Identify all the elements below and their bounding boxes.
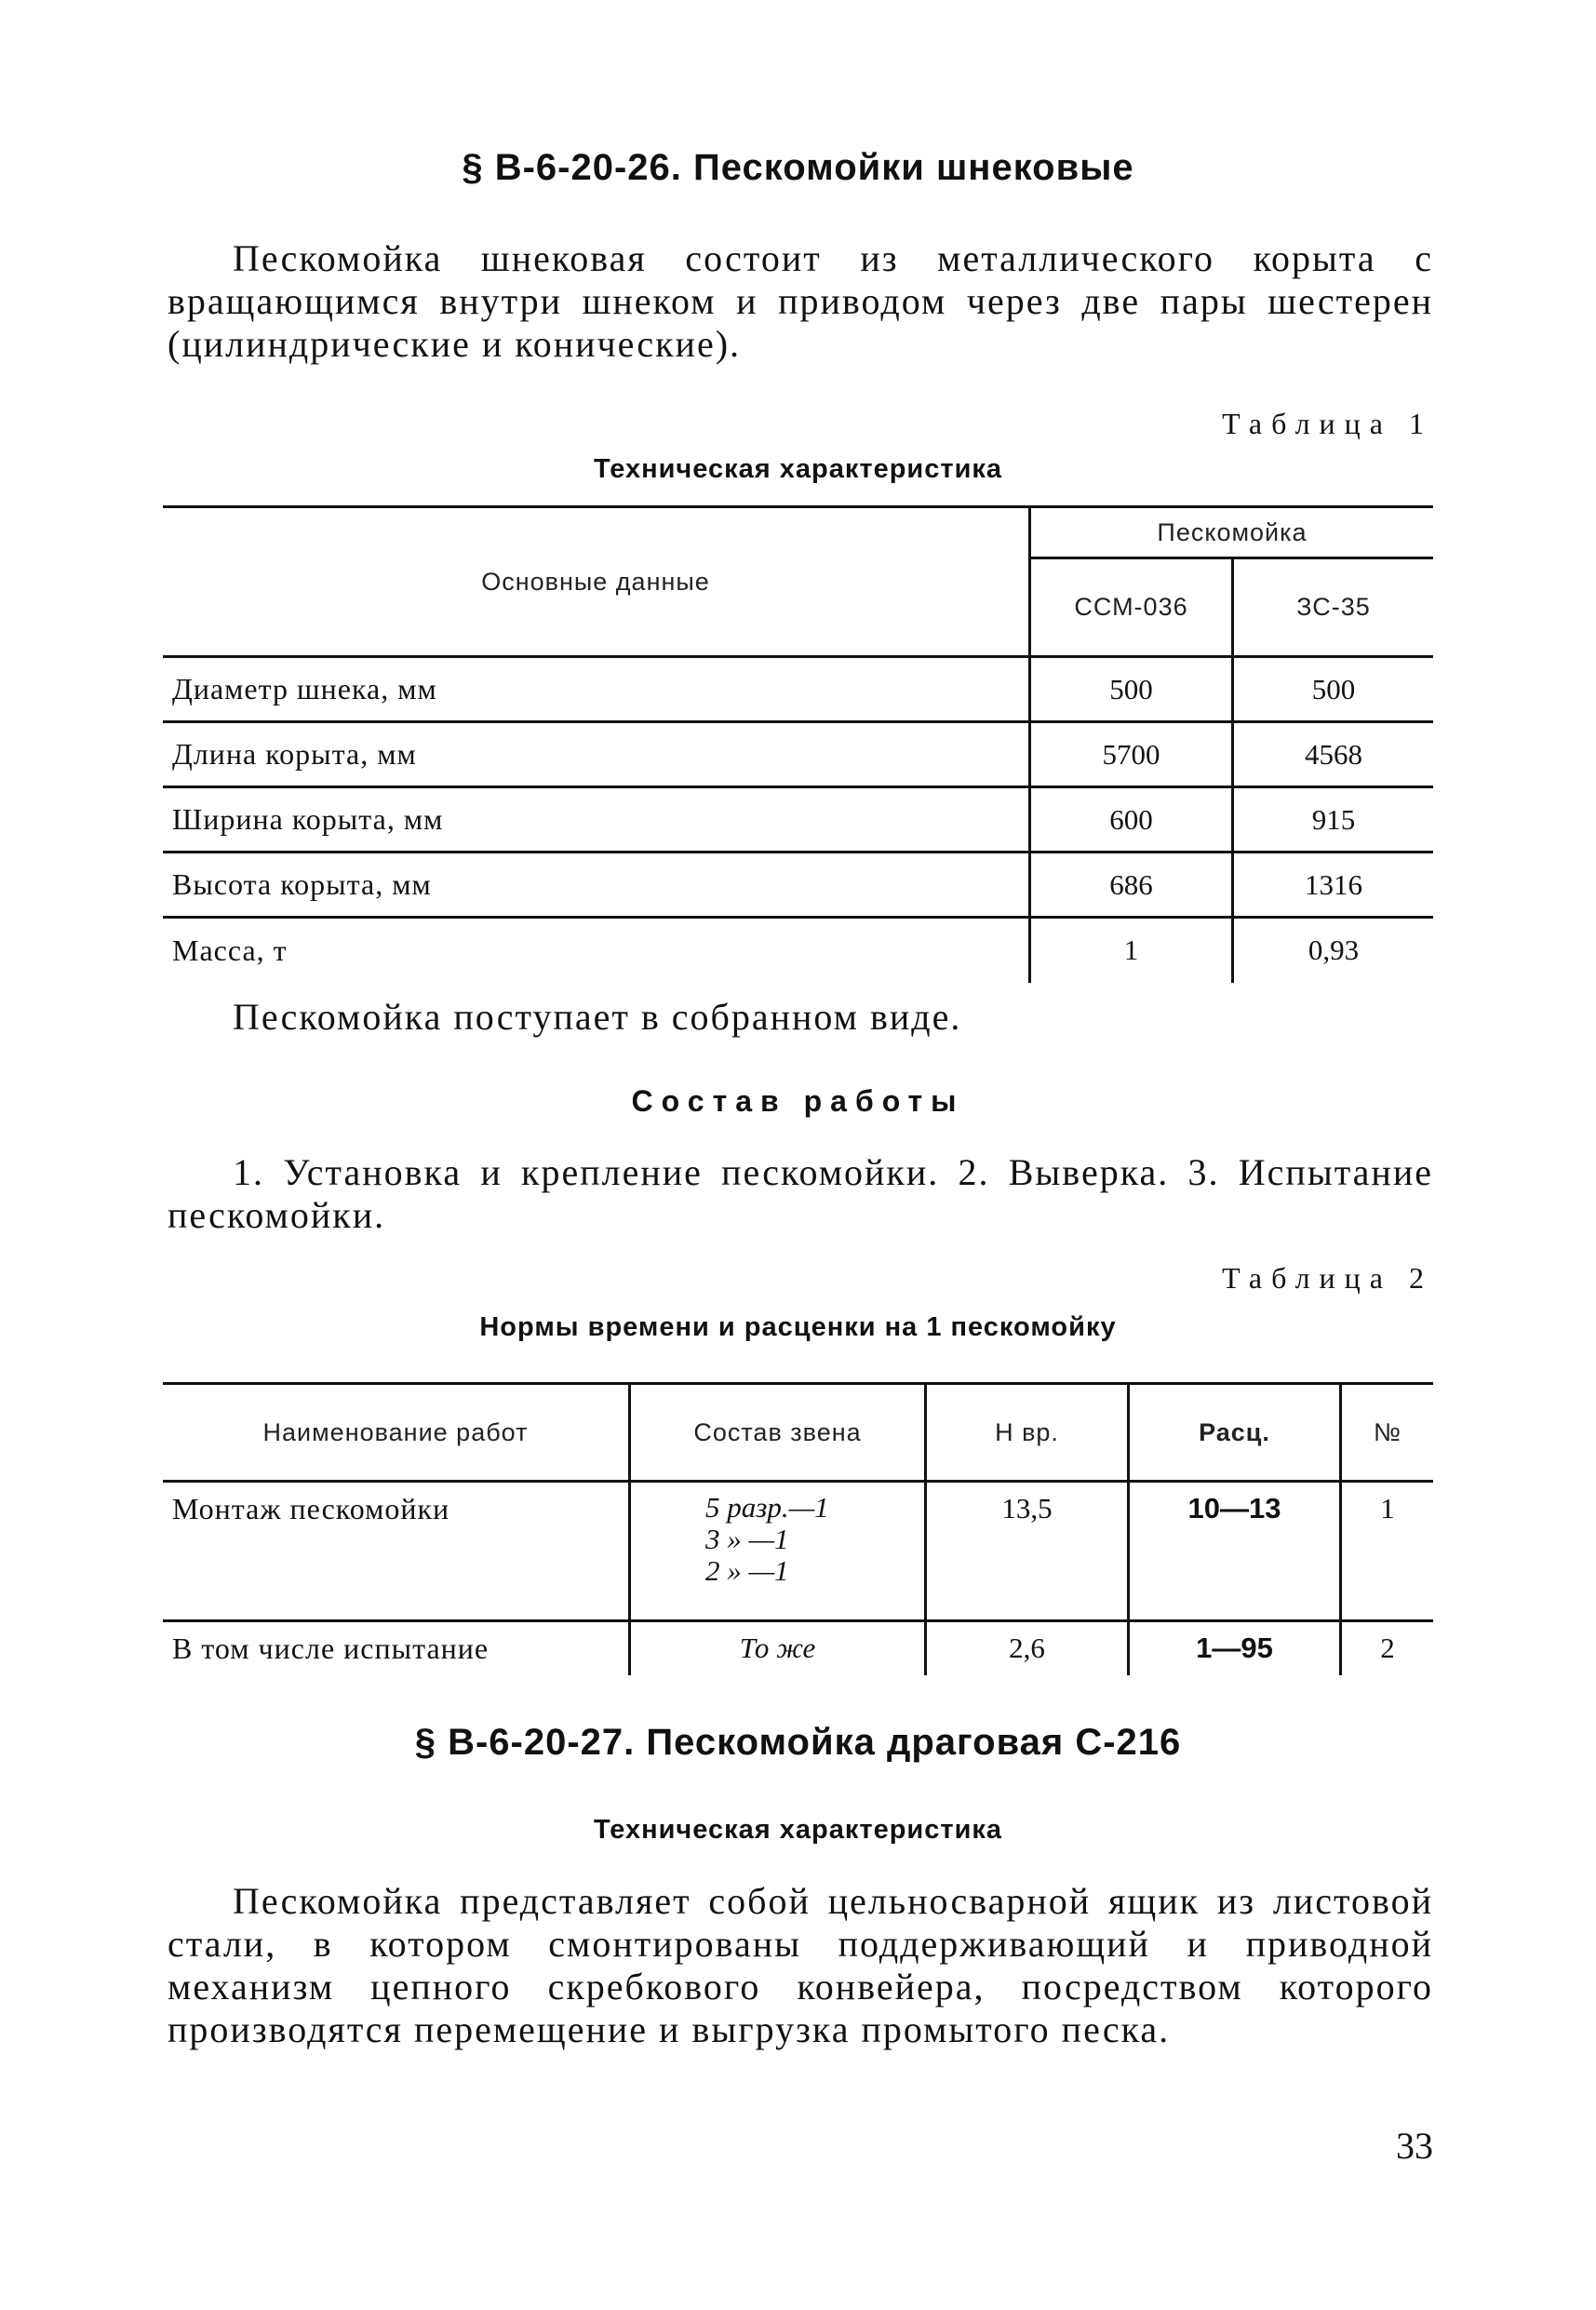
row-label: Масса, т bbox=[163, 918, 1030, 983]
section-title-1: § В-6-20-26. Пескомойки шнековые bbox=[462, 147, 1134, 188]
table-row bbox=[163, 1621, 1433, 1675]
header-rate: Расц. bbox=[1129, 1384, 1341, 1482]
header-group: Пескомойка bbox=[1030, 507, 1434, 558]
header-norm: Н вр. bbox=[926, 1384, 1129, 1482]
work-paragraph bbox=[168, 1151, 1433, 1237]
header-number: № bbox=[1374, 1417, 1402, 1446]
table-row bbox=[163, 787, 1433, 853]
header-work-name: Наименование работ bbox=[163, 1384, 630, 1482]
header-main: Основные данные bbox=[163, 507, 1030, 657]
section-2-paragraph bbox=[168, 1880, 1433, 2051]
table-row bbox=[163, 853, 1433, 918]
row-number: 2 bbox=[1380, 1632, 1395, 1664]
table-1-label: Таблица 1 bbox=[1222, 407, 1433, 440]
table-row bbox=[163, 918, 1433, 983]
row-value: 1316 bbox=[1305, 867, 1362, 901]
row-work-name: Монтаж пескомойки bbox=[163, 1482, 630, 1621]
section-1-paragraph-text: Пескомойка шнековая состоит из металлического корыта с вращающимся внутри шнеком и приводом через две пары шестерен (цилиндрические и конические). bbox=[168, 237, 1433, 365]
table-row bbox=[163, 1482, 1433, 1621]
page-number: 33 bbox=[1396, 2125, 1433, 2167]
row-value: 915 bbox=[1311, 802, 1356, 836]
table-2-label: Таблица 2 bbox=[1222, 1261, 1433, 1295]
row-label: Диаметр шнека, мм bbox=[163, 657, 1030, 722]
header-col-1: ССМ-036 bbox=[1030, 558, 1233, 657]
section-1-paragraph bbox=[168, 237, 1433, 366]
table-1-caption: Техническая характеристика bbox=[593, 454, 1003, 484]
table-row bbox=[163, 722, 1433, 787]
crew-line: 5 разр.—1 bbox=[705, 1491, 829, 1524]
norms-table bbox=[163, 1382, 1433, 1675]
row-rate: 10—13 bbox=[1129, 1482, 1341, 1621]
crew-line: 2 » —1 bbox=[705, 1554, 789, 1587]
row-norm: 2,6 bbox=[926, 1621, 1129, 1675]
assembly-note-text: Пескомойка поступает в собранном виде. bbox=[233, 996, 962, 1038]
row-rate: 1—95 bbox=[1129, 1621, 1341, 1675]
row-crew bbox=[630, 1482, 926, 1621]
table-row bbox=[163, 657, 1433, 722]
row-value: 1 bbox=[1030, 918, 1233, 983]
header-col-2: ЗС-35 bbox=[1296, 593, 1371, 622]
row-value: 4568 bbox=[1305, 737, 1362, 771]
row-label: Высота корыта, мм bbox=[163, 853, 1030, 918]
row-label: Ширина корыта, мм bbox=[163, 787, 1030, 853]
assembly-note bbox=[168, 996, 1433, 1039]
work-title: Состав работы bbox=[631, 1084, 965, 1118]
row-work-name: В том числе испытание bbox=[163, 1621, 630, 1675]
row-norm: 13,5 bbox=[926, 1482, 1129, 1621]
row-crew: То же bbox=[630, 1621, 926, 1675]
row-value: 600 bbox=[1030, 787, 1233, 853]
row-value: 500 bbox=[1311, 672, 1356, 705]
crew-line: 3 » —1 bbox=[705, 1523, 789, 1555]
section-title-2: § В-6-20-27. Пескомойка драговая С-216 bbox=[414, 1722, 1182, 1763]
header-crew: Состав звена bbox=[630, 1384, 926, 1482]
row-value: 5700 bbox=[1030, 722, 1233, 787]
row-value: 0,93 bbox=[1308, 933, 1360, 967]
row-number: 1 bbox=[1380, 1492, 1395, 1524]
row-value: 686 bbox=[1030, 853, 1233, 918]
work-paragraph-text: 1. Установка и крепление пескомойки. 2. Выверка. 3. Испытание пескомойки. bbox=[168, 1151, 1433, 1236]
technical-specs-table bbox=[163, 505, 1433, 983]
section-2-subtitle: Техническая характеристика bbox=[593, 1815, 1003, 1845]
section-2-paragraph-text: Пескомойка представляет собой цельносварной ящик из листовой стали, в котором смонтированы поддерживающий и приводной механизм цепного скребкового конвейера, посредством которого производятся перемещение и выгрузка промытого песка. bbox=[168, 1880, 1433, 2050]
row-value: 500 bbox=[1030, 657, 1233, 722]
table-2-caption: Нормы времени и расценки на 1 пескомойку bbox=[479, 1312, 1117, 1342]
row-label: Длина корыта, мм bbox=[163, 722, 1030, 787]
